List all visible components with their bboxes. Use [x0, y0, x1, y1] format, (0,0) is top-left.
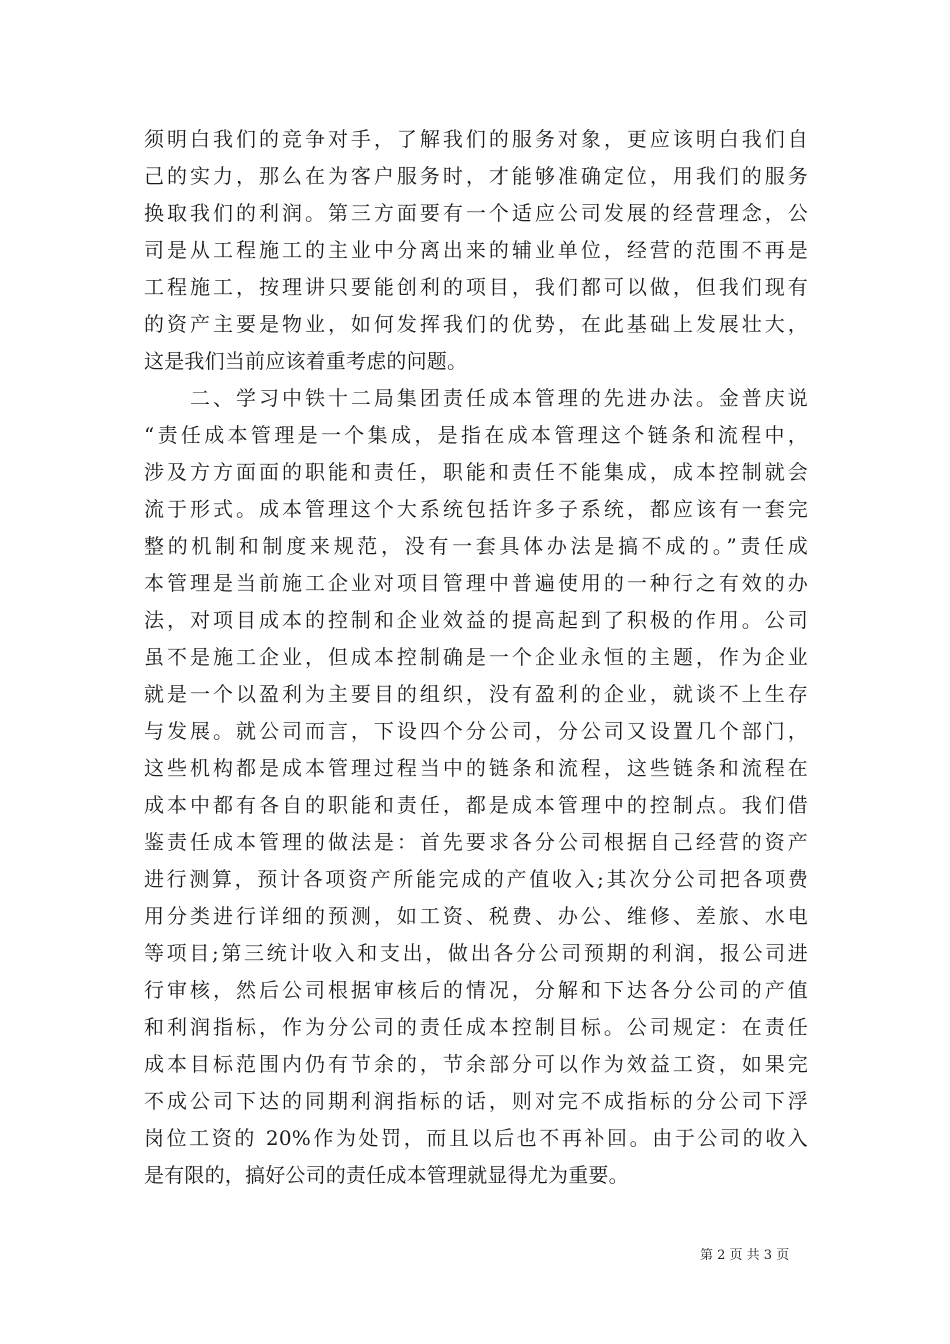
page-number: 第 2 页 共 3 页 [700, 1248, 790, 1263]
text-line: 是有限的，搞好公司的责任成本管理就显得尤为重要。 [144, 1163, 629, 1187]
text-line: 己的实力，那么在为客户服务时，才能够准确定位，用我们的服务 [144, 164, 808, 188]
text-line: 与发展。就公司而言，下设四个分公司，分公司又设置几个部门， [144, 719, 808, 743]
text-line: 的资产主要是物业，如何发挥我们的优势，在此基础上发展壮大， [144, 312, 808, 336]
text-line: 涉及方方面面的职能和责任，职能和责任不能集成，成本控制就会 [144, 460, 808, 484]
paragraph-1 [144, 121, 808, 380]
text-line: 流于形式。成本管理这个大系统包括许多子系统，都应该有一套完 [144, 497, 808, 521]
text-line: 就是一个以盈利为主要目的组织，没有盈利的企业，就谈不上生存 [144, 682, 808, 706]
text-line: “责任成本管理是一个集成，是指在成本管理这个链条和流程中， [144, 423, 808, 447]
text-line: 法，对项目成本的控制和企业效益的提高起到了积极的作用。公司 [144, 608, 808, 632]
text-line: 等项目;第三统计收入和支出，做出各分公司预期的利润，报公司进 [144, 941, 808, 965]
text-line: 须明白我们的竞争对手，了解我们的服务对象，更应该明白我们自 [144, 127, 808, 151]
text-line: 工程施工，按理讲只要能创利的项目，我们都可以做，但我们现有 [144, 275, 808, 299]
document-body [144, 121, 808, 1194]
text-line: 不成公司下达的同期利润指标的话，则对完不成指标的分公司下浮 [144, 1089, 808, 1113]
text-line: 和利润指标，作为分公司的责任成本控制目标。公司规定：在责任 [144, 1015, 808, 1039]
text-line: 本管理是当前施工企业对项目管理中普遍使用的一种行之有效的办 [144, 571, 808, 595]
paragraph-2 [144, 380, 808, 1194]
text-line: 岗位工资的 20%作为处罚，而且以后也不再补回。由于公司的收入 [144, 1126, 808, 1150]
text-line: 虽不是施工企业，但成本控制确是一个企业永恒的主题，作为企业 [144, 645, 808, 669]
text-line: 行审核，然后公司根据审核后的情况，分解和下达各分公司的产值 [144, 978, 808, 1002]
text-line: 整的机制和制度来规范，没有一套具体办法是搞不成的。”责任成 [144, 534, 808, 558]
text-line: 鉴责任成本管理的做法是：首先要求各分公司根据自己经营的资产 [144, 830, 808, 854]
text-line: 成本中都有各自的职能和责任，都是成本管理中的控制点。我们借 [144, 793, 808, 817]
text-line: 这是我们当前应该着重考虑的问题。 [144, 349, 468, 373]
text-line: 这些机构都是成本管理过程当中的链条和流程，这些链条和流程在 [144, 756, 808, 780]
text-line: 进行测算，预计各项资产所能完成的产值收入;其次分公司把各项费 [144, 867, 808, 891]
text-line: 司是从工程施工的主业中分离出来的辅业单位，经营的范围不再是 [144, 238, 808, 262]
text-line: 换取我们的利润。第三方面要有一个适应公司发展的经营理念，公 [144, 201, 808, 225]
text-line: 用分类进行详细的预测，如工资、税费、办公、维修、差旅、水电 [144, 904, 808, 928]
text-line: 成本目标范围内仍有节余的，节余部分可以作为效益工资，如果完 [144, 1052, 808, 1076]
text-line: 二、学习中铁十二局集团责任成本管理的先进办法。金普庆说 [144, 386, 808, 410]
